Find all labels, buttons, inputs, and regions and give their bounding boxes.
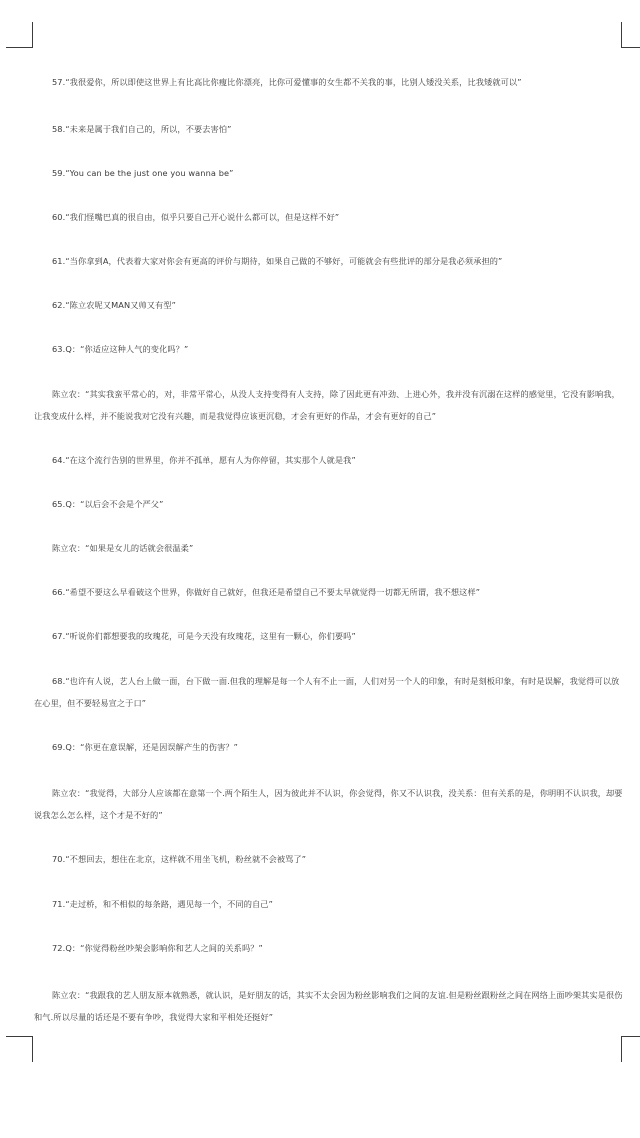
crop-mark-bottom-left-horizontal [6, 1036, 33, 1037]
crop-mark-top-left-vertical [32, 22, 33, 48]
quote-60: 60.“我们怪嘴巴真的很自由，似乎只要自己开心说什么都可以，但是这样不好” [52, 212, 340, 222]
quote-71: 71.“走过桥，和不相似的每条路，遇见每一个，不同的自己” [52, 899, 273, 909]
quote-58: 58.“未来是属于我们自己的，所以，不要去害怕” [52, 124, 232, 134]
crop-mark-top-left-horizontal [6, 47, 33, 48]
quote-67: 67.“听说你们都想要我的玫瑰花，可是今天没有玫瑰花，这里有一颗心，你们要吗” [52, 631, 356, 641]
crop-mark-bottom-right-horizontal [621, 1036, 640, 1037]
question-65: 65.Q：“以后会不会是个严父” [52, 499, 164, 509]
question-63: 63.Q：“你适应这种人气的变化吗？” [52, 344, 189, 354]
question-69: 69.Q：“你更在意误解，还是因误解产生的伤害？” [52, 742, 239, 752]
quote-70: 70.“不想回去，想住在北京，这样就不用坐飞机，粉丝就不会被骂了” [52, 854, 307, 864]
answer-65: 陈立农：“如果是女儿的话就会很温柔” [52, 543, 194, 553]
question-72: 72.Q：“你觉得粉丝吵架会影响你和艺人之间的关系吗？” [52, 943, 263, 953]
crop-mark-bottom-right-vertical [621, 1036, 622, 1062]
answer-63: 陈立农：“其实我蛮平常心的，对，非常平常心，从没人支持变得有人支持，除了因此更有冲劲、上进心外，我并没有沉溺在这样的感觉里，它没有影响我，让我变成什么样，并不能说我对它没有兴趣，而是我觉得应该更沉稳，才会有更好的作品，才会有更好的自己” [34, 389, 620, 421]
quote-68: 68.“也许有人说，艺人台上做一面，台下做一面.但我的理解是每一个人有不止一面，人们对另一个人的印象，有时是刻板印象，有时是误解，我觉得可以放在心里，但不要轻易宣之于口” [34, 676, 620, 708]
crop-mark-top-right-vertical [621, 22, 622, 48]
crop-mark-bottom-left-vertical [32, 1036, 33, 1062]
quote-64: 64.“在这个流行告别的世界里，你并不孤单，愿有人为你停留，其实那个人就是我” [52, 455, 356, 465]
answer-69: 陈立农：“我觉得，大部分人应该都在意第一个.两个陌生人，因为彼此并不认识，你会觉得，你又不认识我，没关系：但有关系的是，你明明不认识我，却要说我怎么怎么样，这个才是不好的” [34, 788, 623, 820]
quote-61: 61.“当你拿到A，代表着大家对你会有更高的评价与期待，如果自己做的不够好，可能就会有些批评的部分是我必须承担的” [52, 256, 503, 266]
crop-mark-top-right-horizontal [621, 47, 640, 48]
quote-66: 66.“希望不要这么早看破这个世界，你做好自己就好，但我还是希望自己不要太早就觉得一切都无所谓，我不想这样” [52, 587, 481, 597]
answer-72: 陈立农：“我跟我的艺人朋友原本就熟悉，就认识，是好朋友的话，其实不太会因为粉丝影响我们之间的友谊.但是粉丝跟粉丝之间在网络上面吵架其实是很伤和气.所以尽量的话还是不要有争吵，我觉得大家和平相处还挺好” [34, 990, 623, 1022]
quote-59: 59.“You can be the just one you wanna be” [52, 168, 234, 178]
quote-62: 62.“陈立农呢又MAN又帅又有型” [52, 300, 176, 310]
quote-57: 57.“我很爱你，所以即使这世界上有比高比你瘦比你漂亮，比你可爱懂事的女生都不关我的事，比别人矮没关系，比我矮就可以” [52, 77, 522, 87]
